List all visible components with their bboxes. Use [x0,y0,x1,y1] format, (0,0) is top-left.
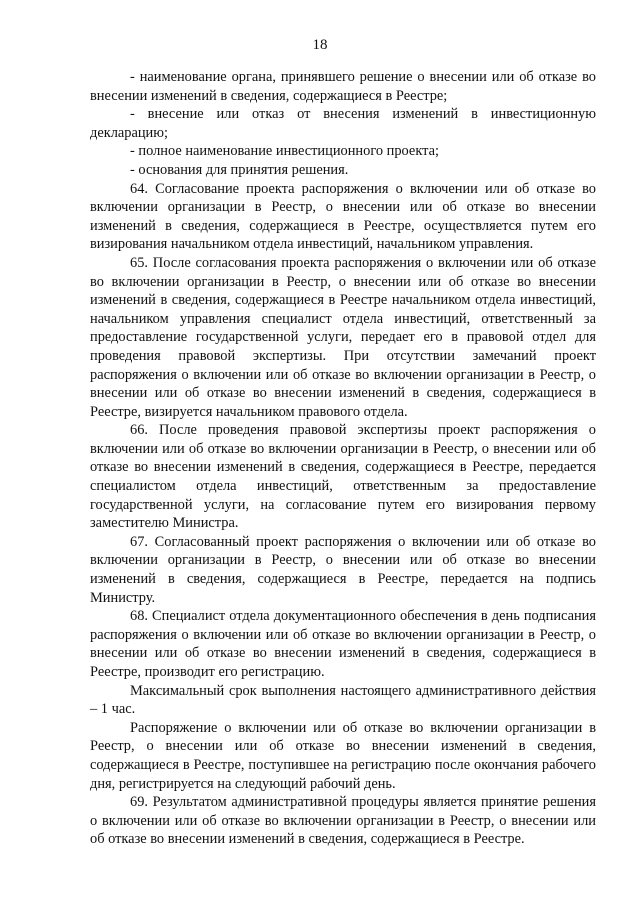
bullet-declaration-change: - внесение или отказ от внесения изменений в инвестиционную декларацию; [90,106,596,141]
paragraph-64: 64. Согласование проекта распоряжения о включении или об отказе во включении организации в Реестр, о внесении или об отказе во внесении изменений в сведения, содержащиеся в Реестре, осуществляется путем его визирования начальником отдела инвестиций, начальником управления. [90,180,596,253]
paragraph-65: 65. После согласования проекта распоряжения о включении или об отказе во включении организации в Реестр, о внесении или об отказе во внесении изменений в сведения, содержащиеся в Реестре начальником отдела инвестиций, начальником управления специалист отдела инвестиций, ответственный за предоставление государственной услуги, передает его в правовой отдел для проведения правовой экспертизы. При отсутствии замечаний проект распоряжения о включении или об отказе во включении организации в Реестр, о внесении или об отказе во внесении изменений в сведения, содержащиеся в Реестре, визируется начальником правового отдела. [90,254,596,420]
bullet-project-name: - полное наименование инвестиционного проекта; [130,143,439,160]
paragraph-max-term: Максимальный срок выполнения настоящего административного действия – 1 час. [90,682,596,718]
paragraph-late-registration: Распоряжение о включении или об отказе во включении организации в Реестр, о внесении или об отказе во внесении изменений в сведения, содержащиеся в Реестре, поступившее на регистрацию после окончания рабочего дня, регистрируется на следующий рабочий день. [90,719,596,792]
paragraph-66: 66. После проведения правовой экспертизы проект распоряжения о включении или об отказе во включении организации в Реестр, о внесении или об отказе во внесении изменений в сведения, содержащиеся в Реестре, передается специалистом отдела инвестиций, ответственным за предоставление государственной услуги, на согласование путем его визирования первому заместителю Министра. [90,422,596,532]
page-number: 18 [312,37,328,53]
paragraph-67: 67. Согласованный проект распоряжения о включении или об отказе во включении организации в Реестр, о внесении или об отказе во внесении изменений в сведения, содержащиеся в Реестре, передается на подпись Министру. [90,533,596,606]
bullet-decision-grounds: - основания для принятия решения. [130,161,349,178]
paragraph-68: 68. Специалист отдела документационного обеспечения в день подписания распоряжения о включении или об отказе во включении организации в Реестр, о внесении или об отказе во внесении изменений в сведения, содержащиеся в Реестре, производит его регистрацию. [90,608,596,680]
bullet-authority-name: - наименование органа, принявшего решение о внесении или об отказе во внесении изменений в сведения, содержащиеся в Реестре; [90,69,596,104]
paragraph-69: 69. Результатом административной процедуры является принятие решения о включении или об отказе во включении организации в Реестр, о внесении или об отказе во внесении изменений в сведения, содержащиеся в Реестре. [90,794,596,848]
document-body [90,68,596,849]
